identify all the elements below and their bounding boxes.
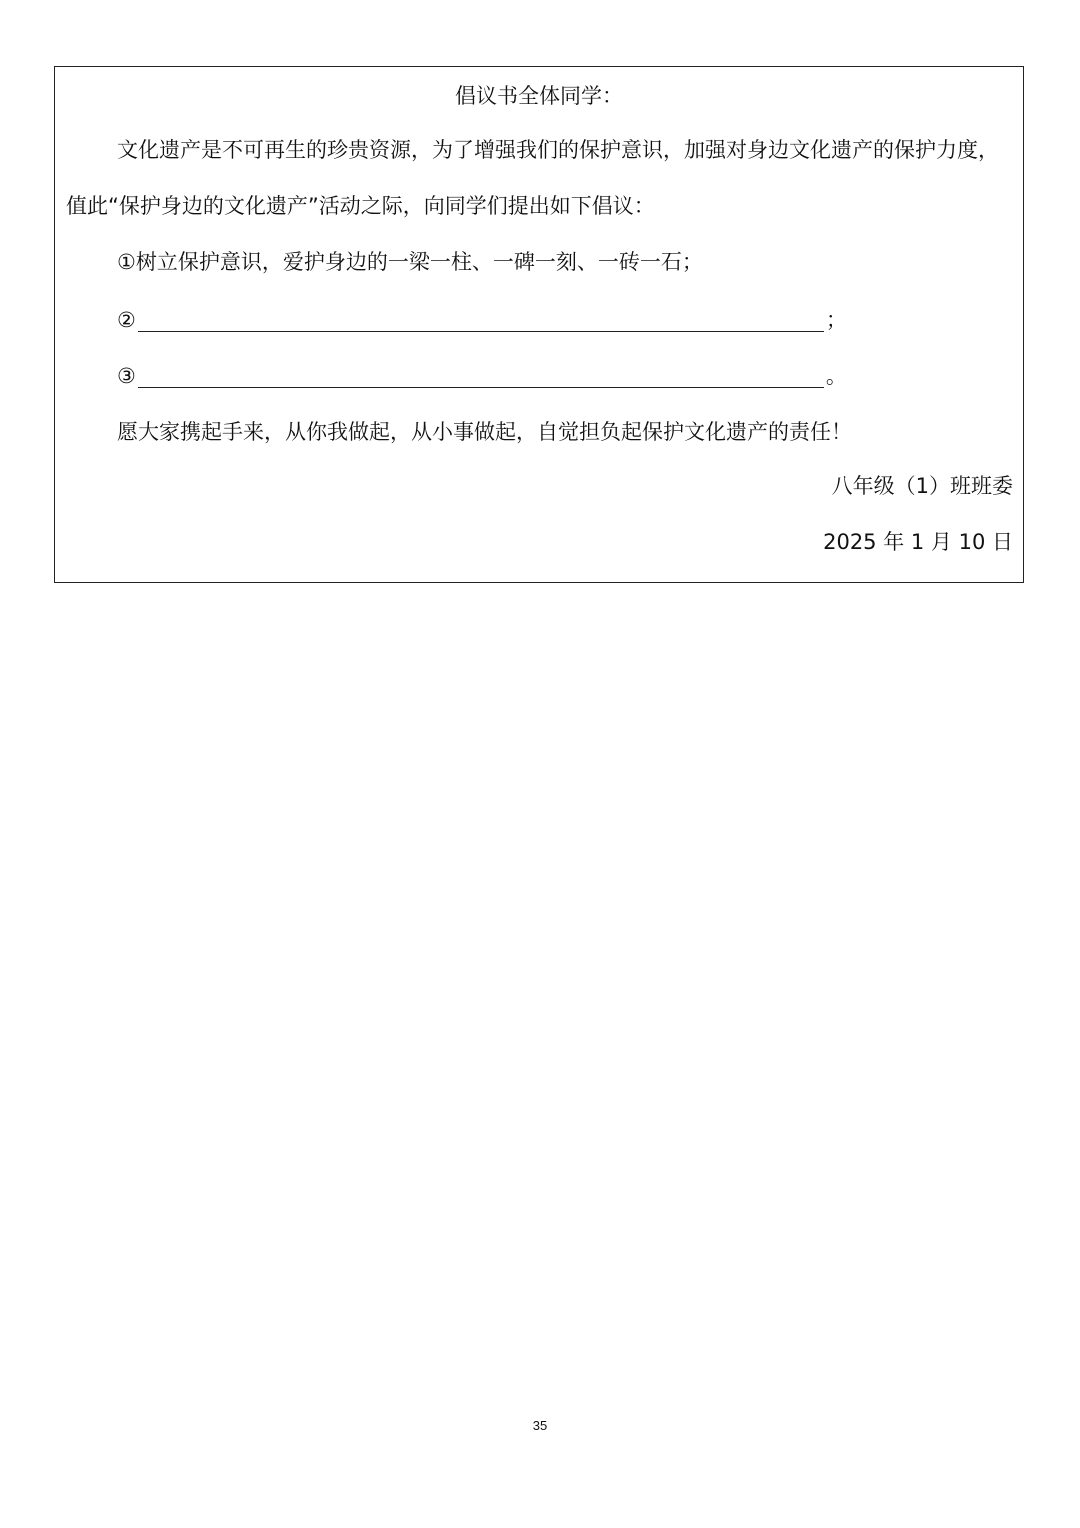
item-2-marker: ② [117, 308, 136, 332]
page-number: 35 [532, 1418, 548, 1433]
item-3-end-punctuation: 。 [825, 364, 847, 388]
proposal-closing: 愿大家携起手来，从你我做起，从小事做起，自觉担负起保护文化遗产的责任！ [117, 420, 852, 444]
proposal-box [54, 66, 1024, 583]
proposal-date: 2025 年 1 月 10 日 [823, 530, 1013, 554]
proposal-paragraph-line-1: 文化遗产是不可再生的珍贵资源，为了增强我们的保护意识，加强对身边文化遗产的保护力度， [117, 138, 999, 162]
item-3-blank-line [138, 363, 824, 388]
proposal-title: 倡议书全体同学： [455, 84, 623, 108]
proposal-item-2 [117, 305, 847, 335]
item-2-blank-line [138, 307, 824, 332]
proposal-signature: 八年级（1）班班委 [831, 474, 1013, 498]
proposal-paragraph-line-2: 值此“保护身边的文化遗产”活动之际，向同学们提出如下倡议： [66, 194, 655, 218]
proposal-item-3 [117, 361, 847, 391]
item-3-marker: ③ [117, 364, 136, 388]
proposal-item-1: ①树立保护意识，爱护身边的一梁一柱、一碑一刻、一砖一石； [117, 250, 703, 274]
item-2-end-punctuation: ； [825, 308, 847, 332]
